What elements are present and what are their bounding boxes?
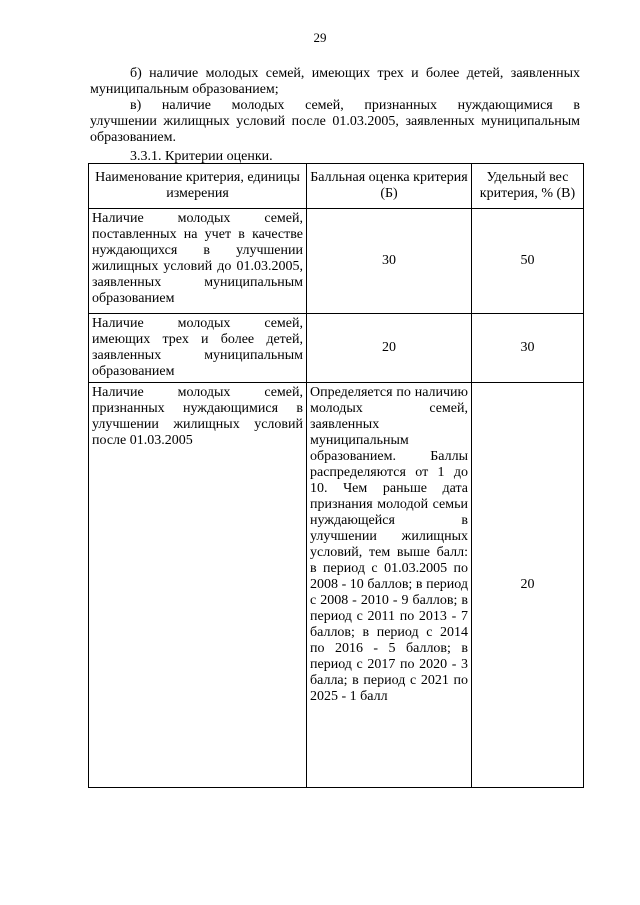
weight-cell: 20 (472, 383, 584, 788)
paragraph-b-first-line: б) наличие молодых семей, имеющих трех и более детей, заявленных (130, 66, 580, 81)
paragraph-b-rest: муниципальным образованием; (90, 82, 279, 97)
table-row (89, 209, 584, 314)
page-number: 29 (313, 30, 327, 45)
paragraph-v (90, 98, 580, 146)
weight-cell: 30 (472, 314, 584, 383)
paragraph-v-first-line: в) наличие молодых семей, признанных нуждающимися в (130, 98, 580, 113)
score-cell: 30 (307, 209, 472, 314)
header-weight: Удельный вес критерия, % (В) (472, 164, 584, 209)
header-criterion-name: Наименование критерия, единицы измерения (89, 164, 307, 209)
criterion-name-cell: Наличие молодых семей, поставленных на учет в качестве нуждающихся в улучшении жилищных условий до 01.03.2005, заявленных муниципальным образованием (89, 209, 307, 314)
score-cell: Определяется по наличию молодых семей, заявленных муниципальным образованием. Баллы распределяются от 1 до 10. Чем раньше дата признания молодой семьи нуждающейся в улучшении жилищных условий, тем выше балл: в период с 01.03.2005 по 2008 - 10 баллов; в период с 2008 - 2010 - 9 баллов; в период с 2011 по 2013 - 7 баллов; в период с 2014 по 2016 - 5 баллов; в период с 2017 по 2020 - 3 балла; в период с 2021 по 2025 - 1 балл (307, 383, 472, 788)
criterion-name-cell: Наличие молодых семей, имеющих трех и более детей, заявленных муниципальным образованием (89, 314, 307, 383)
header-score: Балльная оценка критерия (Б) (307, 164, 472, 209)
score-cell: 20 (307, 314, 472, 383)
paragraph-v-rest: улучшении жилищных условий после 01.03.2005, заявленных муниципальным образованием. (90, 114, 580, 145)
table-row (89, 383, 584, 788)
table-header-row (89, 164, 584, 209)
criterion-name-cell: Наличие молодых семей, признанных нуждающимися в улучшении жилищных условий после 01.03.2005 (89, 383, 307, 788)
section-heading: 3.3.1. Критерии оценки. (130, 149, 273, 164)
criteria-table (88, 163, 584, 788)
weight-cell: 50 (472, 209, 584, 314)
table-row (89, 314, 584, 383)
paragraph-b (90, 66, 580, 98)
